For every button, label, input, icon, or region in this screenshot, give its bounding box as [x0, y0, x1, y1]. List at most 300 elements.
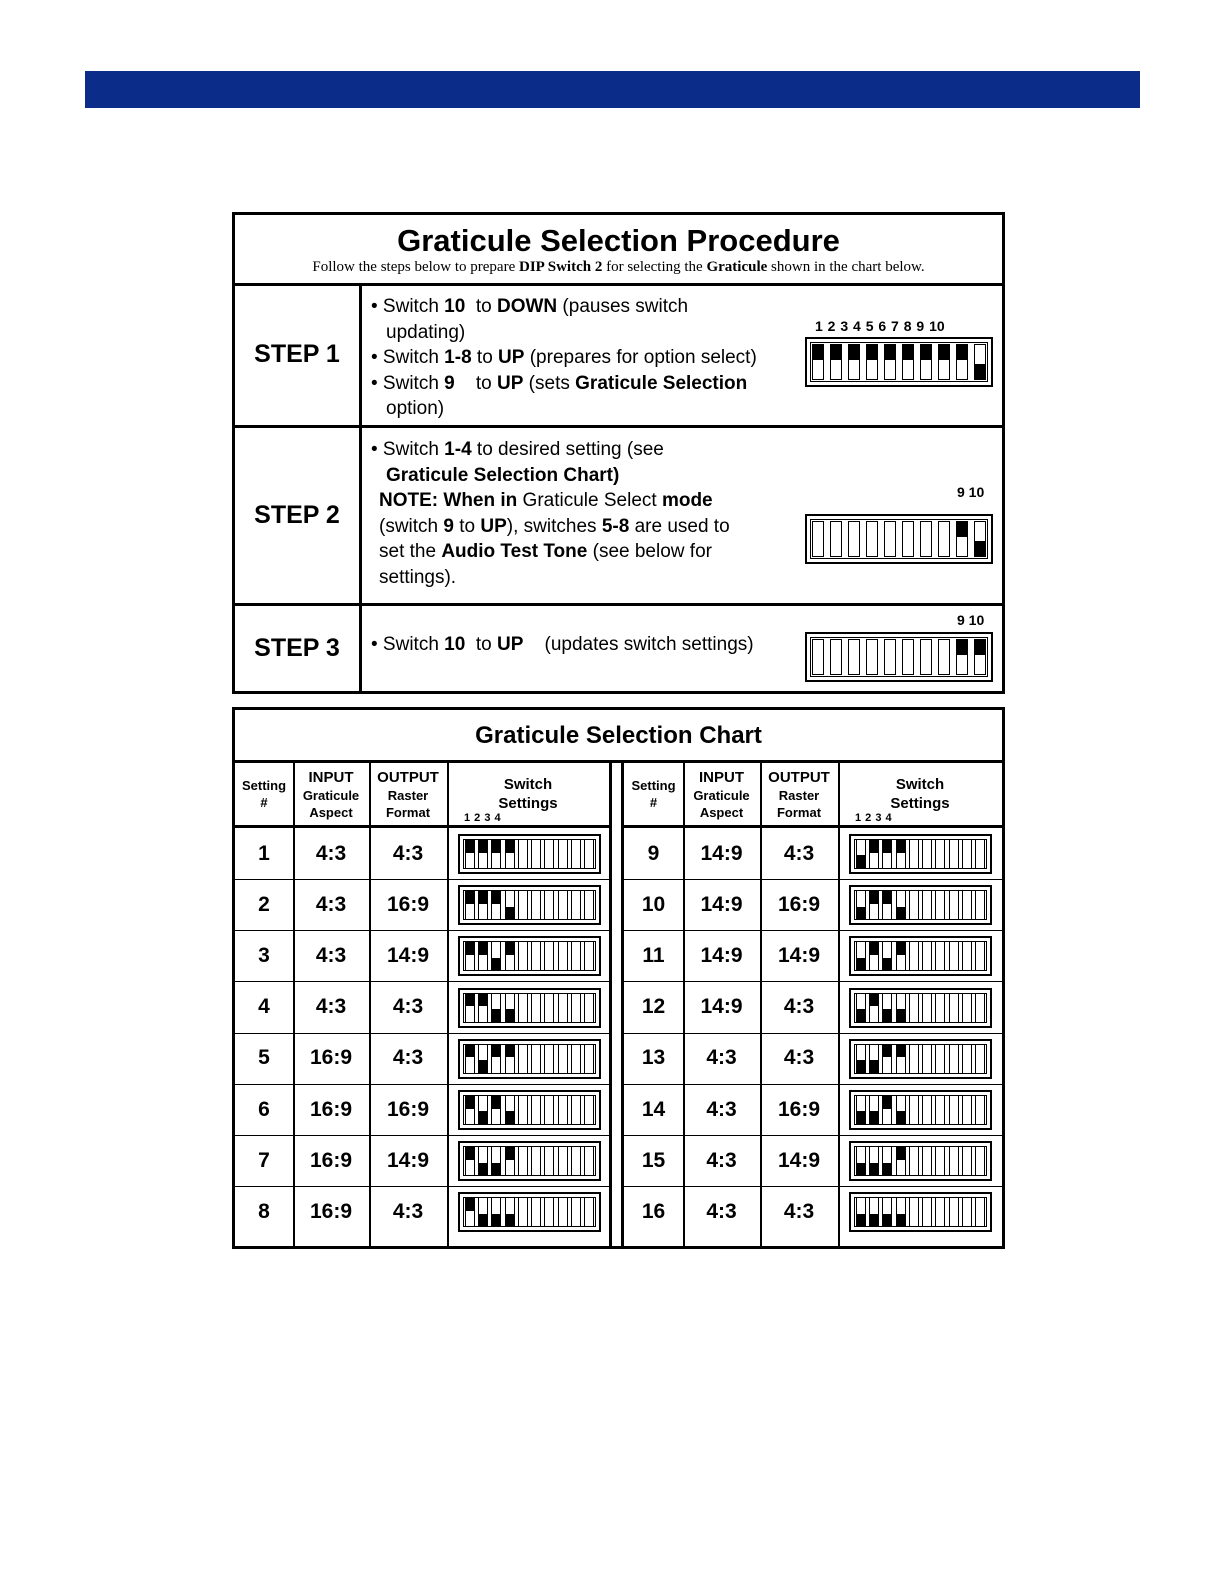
switch-number-labels-9-10: 9 10	[957, 484, 985, 500]
cell-input: 4:3	[706, 1199, 737, 1223]
dip-switch-1	[465, 890, 475, 920]
dip-switch-8	[558, 1146, 568, 1176]
instruction-text: to	[454, 372, 497, 394]
subtitle-text: for selecting the	[602, 259, 707, 275]
switch-knob	[857, 1214, 865, 1227]
dip-switch-3	[491, 1146, 501, 1176]
dip-switch-10	[975, 890, 985, 920]
instruction-emphasis: 10	[444, 634, 466, 655]
instruction-text: to	[465, 296, 497, 317]
dip-switch-8	[558, 1044, 568, 1074]
cell-setting: 12	[641, 995, 666, 1019]
header-input-line: INPUT	[699, 768, 744, 786]
switch-knob	[870, 891, 878, 904]
cell-setting: 15	[641, 1148, 666, 1172]
switch-knob	[870, 1163, 878, 1176]
cell-output: 4:3	[392, 1199, 424, 1223]
step-row-3	[235, 606, 1002, 691]
cell-output: 4:3	[783, 1199, 815, 1223]
cell-input: 4:3	[706, 1148, 737, 1172]
dip-switch-1	[856, 839, 866, 869]
dip-switch-9	[571, 941, 581, 971]
graticule-procedure-box	[232, 212, 1005, 694]
dip-switch-9	[962, 993, 972, 1023]
instruction-text: (pauses switch	[557, 296, 689, 317]
dip-switch-4	[866, 344, 878, 380]
step-row-1	[235, 283, 1002, 428]
dip-switch-9	[571, 1197, 581, 1227]
dip-switch-8	[558, 1095, 568, 1125]
switch-knob	[466, 1198, 474, 1211]
dip-switch-10	[584, 993, 594, 1023]
dip-switch-5	[518, 993, 528, 1023]
cell-switch-settings	[838, 982, 1002, 1033]
header-setting	[624, 763, 683, 825]
dip-switch-2	[869, 941, 879, 971]
dip-switch-9	[962, 941, 972, 971]
switch-knob	[857, 1060, 865, 1073]
dip-switch-8	[558, 890, 568, 920]
dip-switch-2	[478, 890, 488, 920]
cell-setting: 3	[258, 943, 270, 967]
chart-row	[624, 1135, 1002, 1187]
dip-switch-4	[896, 890, 906, 920]
dip-switch-2	[869, 890, 879, 920]
header-input-line: Graticule	[693, 787, 750, 803]
header-output-line: OUTPUT	[377, 768, 439, 786]
cell-input: 4:3	[315, 892, 347, 916]
switch-knob	[883, 1163, 891, 1176]
dip-switch-2	[478, 839, 488, 869]
switch-knob	[957, 640, 967, 655]
chart-row	[235, 1135, 609, 1187]
chart-row	[235, 1186, 609, 1237]
cell-input: 4:3	[315, 841, 347, 865]
cell-output: 4:3	[783, 841, 815, 865]
dip-switch-3	[848, 344, 860, 380]
switch-knob	[867, 345, 877, 360]
dip-switch-4	[505, 890, 515, 920]
dip-switch-10	[974, 639, 986, 675]
step-row-2	[235, 428, 1002, 606]
dip-switch-10	[584, 1044, 594, 1074]
dip-switch-8	[558, 941, 568, 971]
instruction-emphasis: 9	[443, 515, 454, 537]
dip-switch-6	[922, 1044, 932, 1074]
cell-switch-settings	[447, 1135, 609, 1186]
instruction-line	[371, 345, 757, 371]
setting-dip-switch	[458, 1141, 601, 1181]
dip-switch-3	[491, 1197, 501, 1227]
dip-switch-10	[584, 1197, 594, 1227]
dip-switch-6	[922, 1095, 932, 1125]
instruction-text: (sets	[523, 372, 576, 394]
cell-switch-settings	[447, 1186, 609, 1237]
cell-input: 16:9	[309, 1097, 353, 1121]
switch-knob	[492, 1045, 500, 1058]
instruction-text: are used to	[629, 515, 730, 537]
instruction-line	[371, 294, 757, 320]
dip-switch-9	[962, 1146, 972, 1176]
header-switch-line: Switch	[895, 776, 945, 793]
header-input-line: Aspect	[699, 804, 744, 820]
header-input	[683, 763, 760, 825]
instruction-emphasis: UP	[480, 515, 507, 537]
header-setting-line: Setting	[631, 778, 676, 793]
switch-knob	[883, 840, 891, 853]
instruction-line	[371, 463, 730, 489]
chart-header-row	[235, 763, 609, 828]
dip-switch-10	[584, 890, 594, 920]
switch-knob	[897, 1214, 905, 1227]
switch-knob	[870, 942, 878, 955]
cell-setting: 13	[641, 1046, 666, 1070]
dip-switch-7	[935, 993, 945, 1023]
procedure-title: Graticule Selection Procedure	[397, 223, 840, 258]
instruction-emphasis: 1-4	[444, 439, 472, 460]
dip-switch-5	[909, 1095, 919, 1125]
cell-input: 14:9	[700, 943, 743, 967]
dip-switch-5	[909, 1146, 919, 1176]
cell-switch-settings	[447, 1084, 609, 1135]
header-output	[369, 763, 447, 825]
dip-switch-7	[544, 1197, 554, 1227]
switch-knob	[479, 1060, 487, 1073]
dip-switch-7	[544, 839, 554, 869]
dip-switch-8	[938, 344, 950, 380]
switch-knob	[813, 345, 823, 360]
dip-switch-5	[518, 941, 528, 971]
dip-switch-9	[956, 344, 968, 380]
dip-switch-3	[848, 521, 860, 557]
dip-switch-2	[478, 1044, 488, 1074]
dip-switch-9	[962, 1197, 972, 1227]
dip-switch-1	[465, 1095, 475, 1125]
setting-dip-switch	[458, 988, 601, 1028]
dip-switch-1	[812, 344, 824, 380]
dip-switch-2	[869, 1146, 879, 1176]
dip-switch-1	[856, 941, 866, 971]
instruction-line	[371, 320, 757, 346]
setting-dip-switch	[458, 885, 601, 925]
dip-switch-8	[938, 639, 950, 675]
dip-switch-10	[975, 1044, 985, 1074]
dip-switch-10	[975, 1146, 985, 1176]
chart-row	[235, 982, 609, 1034]
dip-switch-1	[465, 839, 475, 869]
switch-knob	[857, 1163, 865, 1176]
header-output-line: Format	[776, 804, 822, 820]
dip-switch-5	[909, 890, 919, 920]
dip-switch-1	[856, 1146, 866, 1176]
dip-switch-6	[902, 344, 914, 380]
dip-switch-4	[866, 639, 878, 675]
switch-knob	[466, 891, 474, 904]
setting-dip-switch	[849, 885, 992, 925]
switch-knob	[897, 1111, 905, 1124]
dip-switch-1	[856, 1044, 866, 1074]
dip-switch-8	[949, 1197, 959, 1227]
header-switch-line: Settings	[890, 795, 950, 812]
dip-switch-8	[558, 993, 568, 1023]
switch-knob	[897, 907, 905, 920]
switch-knob	[939, 345, 949, 360]
dip-switch-1	[856, 1197, 866, 1227]
dip-switch-3	[491, 1044, 501, 1074]
dip-switch-10	[974, 344, 986, 380]
setting-dip-switch	[849, 988, 992, 1028]
dip-switch-6	[531, 1095, 541, 1125]
dip-switch-6	[922, 1146, 932, 1176]
dip-switch-3	[491, 890, 501, 920]
instruction-line	[371, 539, 730, 565]
instruction-text: • Switch	[371, 372, 445, 394]
dip-switch-4	[505, 993, 515, 1023]
dip-switch-3	[882, 1197, 892, 1227]
switch-knob	[897, 840, 905, 853]
cell-input: 16:9	[309, 1199, 353, 1223]
dip-switch-1	[465, 1197, 475, 1227]
instruction-text: option)	[386, 398, 445, 419]
dip-switch-6	[531, 1197, 541, 1227]
dip-switch-3	[882, 941, 892, 971]
dip-switch-8	[938, 521, 950, 557]
header-input-line: Graticule	[302, 787, 360, 803]
cell-output: 16:9	[777, 1097, 821, 1121]
instruction-emphasis: UP	[497, 372, 524, 394]
instruction-emphasis: DOWN	[497, 296, 558, 317]
dip-switch-1	[812, 521, 824, 557]
procedure-header	[235, 215, 1002, 286]
dip-switch-2	[478, 941, 488, 971]
dip-switch-6	[902, 521, 914, 557]
header-setting-line: Setting	[241, 778, 287, 793]
setting-dip-switch	[458, 1039, 601, 1079]
dip-switch-7	[544, 941, 554, 971]
setting-dip-switch	[849, 936, 992, 976]
switch-knob	[870, 1214, 878, 1227]
header-output-line: Raster	[778, 787, 820, 803]
dip-switch-4	[896, 839, 906, 869]
dip-switch-7	[544, 1095, 554, 1125]
chart-row	[624, 1033, 1002, 1085]
cell-switch-settings	[447, 930, 609, 981]
instruction-text: • Switch	[371, 634, 445, 655]
dip-switch-1	[465, 941, 475, 971]
chart-row	[624, 1186, 1002, 1237]
dip-switch-4	[896, 993, 906, 1023]
instruction-emphasis: : When in	[431, 490, 523, 511]
header-setting	[235, 763, 293, 825]
dip-switch-6	[922, 993, 932, 1023]
switch-knob	[479, 942, 487, 955]
dip-switch-3	[882, 890, 892, 920]
switch-knob	[479, 891, 487, 904]
cell-output: 4:3	[392, 841, 424, 865]
switch-knob	[897, 942, 905, 955]
dip-switch-5	[518, 839, 528, 869]
instruction-emphasis: 5-8	[601, 515, 630, 537]
setting-dip-switch	[458, 936, 601, 976]
chart-row	[235, 879, 609, 931]
cell-output: 14:9	[386, 943, 430, 967]
setting-dip-switch	[458, 1192, 601, 1232]
cell-output: 4:3	[392, 995, 424, 1019]
instruction-text: • Switch	[371, 296, 445, 317]
switch-knob	[831, 345, 841, 360]
dip-switch-7	[935, 890, 945, 920]
dip-switch-9	[962, 890, 972, 920]
switch-knob	[870, 840, 878, 853]
switch-knob	[506, 1045, 514, 1058]
instruction-line	[371, 488, 730, 514]
graticule-selection-chart	[232, 707, 1005, 1249]
cell-switch-settings	[447, 812, 609, 879]
instruction-text: updating)	[386, 321, 466, 343]
dip-switch-9	[571, 993, 581, 1023]
dip-switch-4	[505, 1197, 515, 1227]
instruction-emphasis: UP	[497, 634, 524, 655]
cell-output: 4:3	[783, 995, 815, 1019]
dip-switch-7	[935, 1197, 945, 1227]
switch-knob	[492, 1163, 500, 1176]
switch-knob	[479, 840, 487, 853]
dip-switch-9	[962, 839, 972, 869]
switch-1-4-label: 1 2 3 4	[855, 812, 893, 824]
instruction-line	[371, 371, 757, 397]
instruction-emphasis: 10	[444, 296, 466, 317]
switch-knob	[883, 1214, 891, 1227]
dip-switch-4	[505, 941, 515, 971]
cell-switch-settings	[838, 879, 1002, 930]
cell-setting: 1	[258, 841, 270, 865]
instruction-text: set the	[379, 541, 442, 562]
dip-switch-1	[465, 1146, 475, 1176]
dip-switch-8	[949, 890, 959, 920]
cell-input: 14:9	[700, 892, 743, 916]
dip-switch-5	[518, 1095, 528, 1125]
setting-dip-switch	[849, 834, 992, 874]
dip-switch-5	[884, 639, 896, 675]
cell-setting: 6	[258, 1097, 270, 1121]
chart-row	[235, 1084, 609, 1136]
step-label: STEP 2	[235, 428, 362, 603]
switch-knob	[492, 1096, 500, 1109]
switch-knob	[870, 1060, 878, 1073]
switch-number-labels: 1 2 3 4 5 6 7 8 9 10	[815, 318, 945, 334]
switch-knob	[466, 994, 474, 1007]
instruction-emphasis: UP	[498, 347, 525, 368]
switch-knob	[870, 994, 878, 1007]
dip-switch-10	[974, 521, 986, 557]
dip-switch-4	[505, 1095, 515, 1125]
dip-switch-9	[962, 1095, 972, 1125]
dip-switch-7	[544, 1044, 554, 1074]
setting-dip-switch	[458, 1090, 601, 1130]
switch-knob	[466, 1096, 474, 1109]
switch-knob	[506, 907, 514, 920]
cell-switch-settings	[838, 1186, 1002, 1237]
cell-output: 14:9	[386, 1148, 430, 1172]
dip-switch-8	[558, 1197, 568, 1227]
switch-1-4-label: 1 2 3 4	[464, 812, 502, 824]
dip-switch-3	[491, 839, 501, 869]
dip-switch-7	[935, 1146, 945, 1176]
dip-switch-10	[975, 993, 985, 1023]
instruction-text: (updates switch settings)	[523, 634, 754, 655]
chart-right-half	[624, 763, 1002, 1246]
setting-dip-switch	[849, 1090, 992, 1130]
dip-switch-2	[869, 1044, 879, 1074]
step-1-dip-switch	[805, 337, 993, 387]
instruction-emphasis: 9	[444, 372, 455, 394]
cell-input: 4:3	[706, 1097, 737, 1121]
dip-switch-7	[935, 839, 945, 869]
dip-switch-2	[869, 993, 879, 1023]
dip-switch-3	[882, 1044, 892, 1074]
switch-knob	[506, 840, 514, 853]
dip-switch-3	[848, 639, 860, 675]
step-instructions	[371, 437, 730, 590]
cell-switch-settings	[838, 930, 1002, 981]
dip-switch-3	[882, 993, 892, 1023]
dip-switch-1	[465, 1044, 475, 1074]
switch-knob	[849, 345, 859, 360]
switch-knob	[492, 891, 500, 904]
dip-switch-4	[896, 1146, 906, 1176]
dip-switch-4	[896, 1197, 906, 1227]
dip-switch-7	[544, 1146, 554, 1176]
instruction-line	[371, 437, 730, 463]
switch-knob	[479, 1214, 487, 1227]
dip-switch-8	[558, 839, 568, 869]
cell-output: 14:9	[777, 1148, 821, 1172]
dip-switch-4	[896, 1044, 906, 1074]
switch-knob	[883, 1045, 891, 1058]
procedure-subtitle	[235, 258, 1002, 276]
dip-switch-8	[949, 993, 959, 1023]
instruction-text: (see below for	[587, 541, 712, 562]
switch-knob	[897, 1147, 905, 1160]
instruction-text: ), switches	[506, 515, 602, 537]
dip-switch-7	[544, 890, 554, 920]
dip-switch-8	[949, 839, 959, 869]
step-instructions	[371, 294, 757, 422]
switch-knob	[466, 942, 474, 955]
switch-knob	[975, 640, 985, 655]
dip-switch-1	[856, 890, 866, 920]
cell-setting: 10	[641, 892, 666, 916]
dip-switch-2	[869, 839, 879, 869]
switch-knob	[957, 345, 967, 360]
setting-dip-switch	[849, 1039, 992, 1079]
switch-knob	[870, 1111, 878, 1124]
instruction-text: to	[465, 634, 497, 655]
dip-switch-4	[896, 941, 906, 971]
switch-knob	[883, 958, 891, 971]
dip-switch-4	[505, 1146, 515, 1176]
dip-switch-4	[896, 1095, 906, 1125]
dip-switch-6	[922, 890, 932, 920]
dip-switch-5	[518, 1146, 528, 1176]
cell-output: 16:9	[386, 892, 430, 916]
dip-switch-10	[975, 1197, 985, 1227]
chart-row	[235, 930, 609, 982]
cell-input: 4:3	[706, 1046, 737, 1070]
dip-switch-2	[830, 639, 842, 675]
dip-switch-5	[909, 839, 919, 869]
chart-center-divider	[609, 763, 624, 1246]
